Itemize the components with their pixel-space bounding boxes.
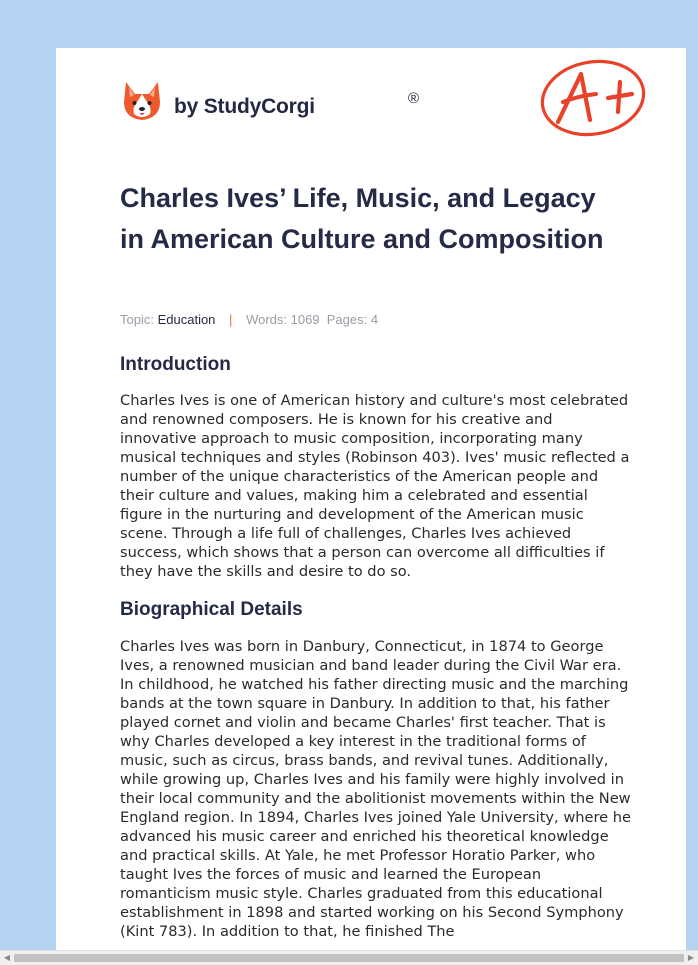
scroll-right-arrow-icon[interactable]: ▶ bbox=[687, 953, 695, 962]
scroll-left-arrow-icon[interactable]: ◀ bbox=[3, 953, 11, 962]
essay-page bbox=[56, 48, 686, 950]
registered-mark: ® bbox=[408, 90, 420, 107]
section-paragraph: Charles Ives is one of American history and culture's most celebrated and renowned composers. He is known for his creative and innovative approach to music composition, incorporating many musical techniques and styles (Robinson 403). Ives' music reflected a number of the unique characteristics of the American people and their culture and values, making him a celebrated and essential figure in the nurturing and development of the American music scene. Through a life full of challenges, Charles Ives achieved success, which shows that a person can overcome all difficulties if they have the skills and desire to do so. bbox=[120, 392, 630, 580]
scrollbar-thumb[interactable] bbox=[14, 954, 684, 962]
horizontal-scrollbar[interactable] bbox=[0, 950, 698, 965]
essay-title: Charles Ives’ Life, Music, and Legacy in American Culture and Composition bbox=[120, 183, 604, 254]
essay-meta bbox=[120, 312, 378, 327]
word-count: Words: 1069 bbox=[246, 312, 320, 327]
meta-separator: | bbox=[229, 312, 233, 327]
corgi-icon bbox=[122, 78, 162, 122]
section-paragraph: Charles Ives was born in Danbury, Connecticut, in 1874 to George Ives, a renowned musician and band leader during the Civil War era. In childhood, he watched his father directing music and the marching bands at the town square in Danbury. In addition to that, his father played cornet and violin and became Charles' first teacher. That is why Charles developed a key interest in the traditional forms of music, such as circus, brass bands, and revival tunes. Additionally, while growing up, Charles Ives and his family were highly involved in their local community and the abolitionist movements within the New England region. In 1894, Charles Ives joined Yale University, where he advanced his music career and enriched his theoretical knowledge and practical skills. At Yale, he met Professor Horatio Parker, who taught Ives the forces of music and learned the European romanticism music style. Charles graduated from this educational establishment in 1898 and started working on his Second Symphony (Kint 783). In addition to that, he finished The bbox=[120, 638, 632, 940]
section-heading: Biographical Details bbox=[120, 599, 303, 620]
section-heading: Introduction bbox=[120, 354, 231, 375]
brand-name: by StudyCorgi bbox=[174, 95, 315, 118]
studycorgi-logo[interactable] bbox=[122, 76, 420, 124]
topic-label: Topic: bbox=[120, 312, 154, 327]
topic-link[interactable]: Education bbox=[157, 312, 216, 327]
page-count: Pages: 4 bbox=[326, 312, 379, 327]
grade-a-plus-badge bbox=[538, 58, 648, 140]
